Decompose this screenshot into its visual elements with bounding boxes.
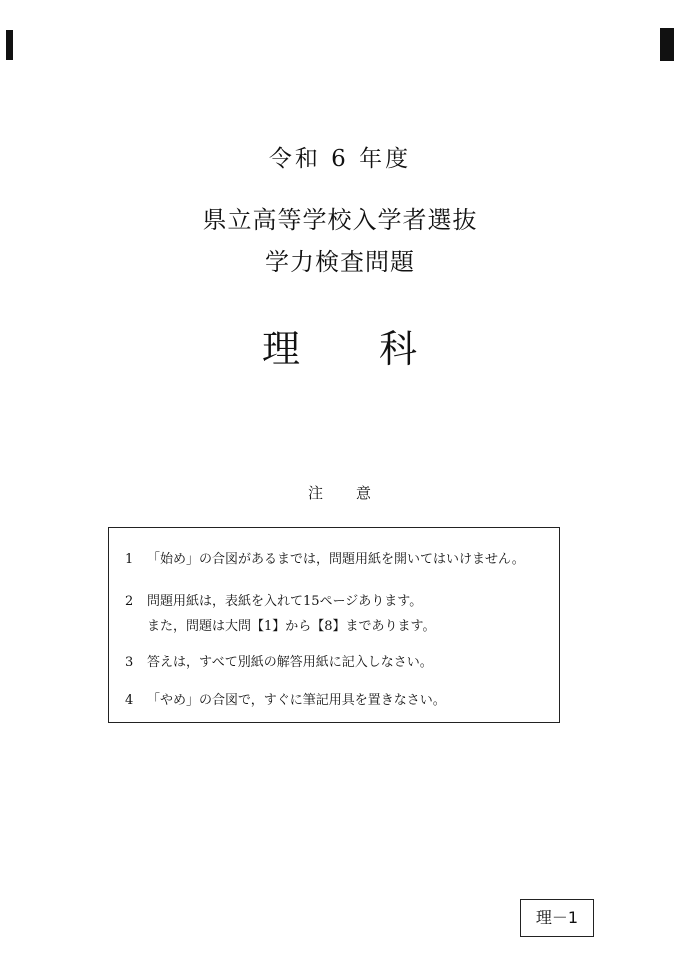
exam-title-line2: 学力検査問題 [265, 248, 415, 276]
notice-item-number: 2 [125, 594, 134, 609]
exam-title-line1: 県立高等学校入学者選抜 [202, 206, 478, 234]
notice-heading: 注 意 [307, 484, 372, 502]
exam-year: 令和 6 年度 [268, 146, 412, 172]
registration-mark-right [660, 28, 674, 61]
notice-item-text: 「始め」の合図があるまでは，問題用紙を開いてはいけません。 [147, 552, 525, 567]
notice-item-number: 3 [125, 655, 134, 670]
subject-title: 理 科 [261, 327, 418, 371]
notice-item-number: 4 [125, 693, 134, 708]
notice-item-text: 問題用紙は，表紙を入れて15ページあります。 [147, 594, 423, 609]
notice-item-1 [125, 548, 525, 567]
notice-item-number: 1 [125, 552, 134, 567]
registration-mark-left [6, 30, 13, 60]
notice-item-2 [125, 590, 436, 634]
notice-box [108, 527, 560, 723]
notice-item-text: 「やめ」の合図で，すぐに筆記用具を置きなさい。 [147, 693, 446, 708]
notice-item-text: 答えは，すべて別紙の解答用紙に記入しなさい。 [147, 655, 433, 670]
notice-item-3 [125, 651, 433, 670]
page-number-box: 理－1 [520, 899, 594, 937]
notice-item-text-continued: また，問題は大問【1】から【8】まであります。 [147, 619, 436, 634]
notice-item-4 [125, 689, 446, 708]
